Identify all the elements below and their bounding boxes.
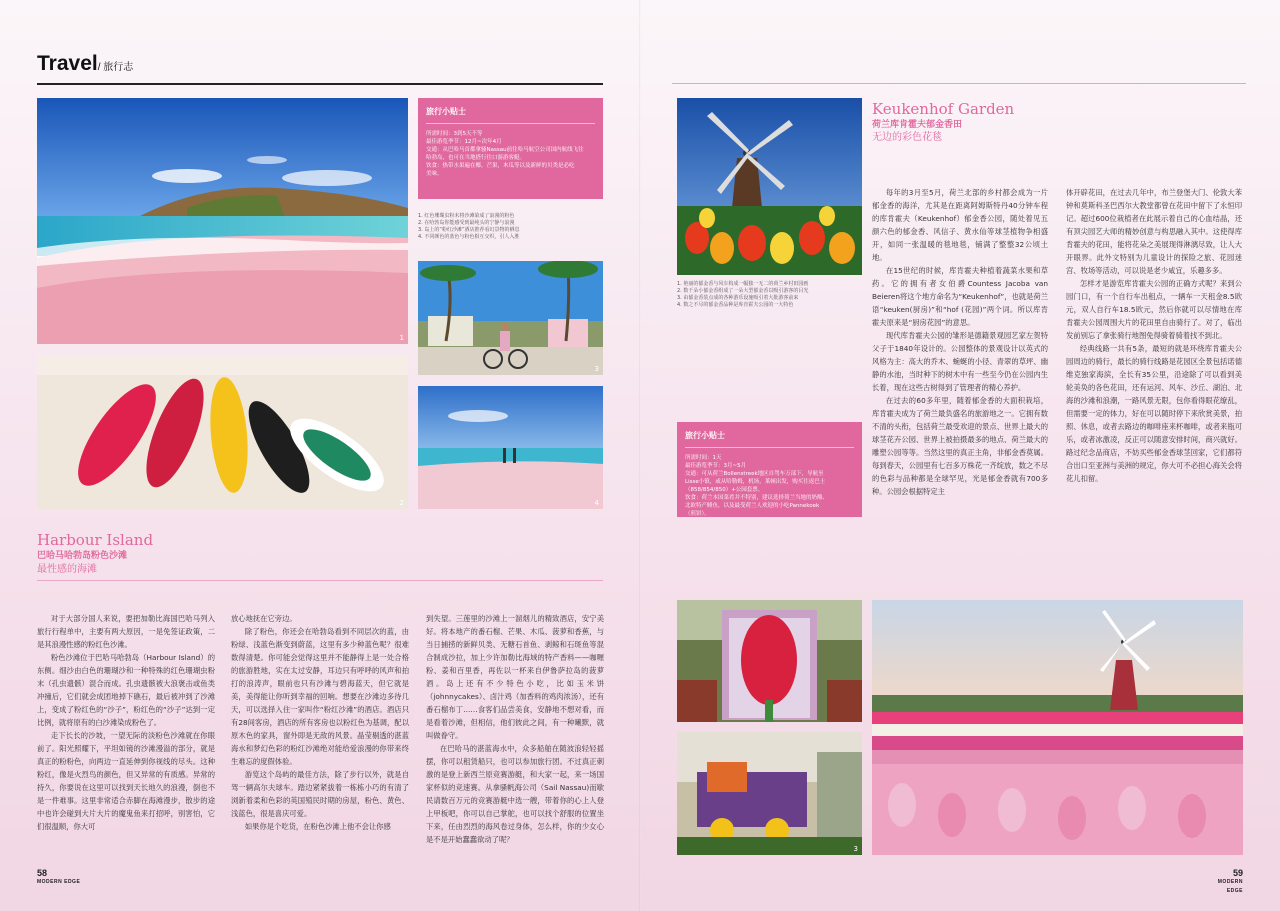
keukenhof-title-cn: 荷兰库肯霍夫郁金香田 [872, 120, 963, 130]
paragraph: 在过去的60多年里，随着郁金香的大面积栽培，库肯霍夫成为了荷兰最负盛名的旅游地之一。它拥有数不清的头衔，包括荷兰最受欢迎的景点、世界上最大的球茎花卉公园、世界上被拍摄最多的地点、荷兰最大的雕塑公园等等。当然这里的真正主角，非郁金香莫属。每到春天，公园里有七百多万株花一齐绽放，数之不尽的色彩与品种都是全球罕见，光是郁金香就有700多种。公园会根据特定主 [872, 396, 1048, 496]
cyclists-photo [418, 261, 603, 375]
harbour-subtitle: 最性感的海滩 [37, 564, 97, 575]
article-column [872, 186, 1048, 498]
flower-train-photo [677, 732, 862, 855]
photo-number: 1 [399, 334, 404, 342]
pink-beach-photo [37, 98, 408, 344]
tulip-sculpture-photo [677, 600, 862, 722]
section-subtitle: / 旅行志 [97, 62, 134, 73]
keukenhof-title-en: Keukenhof Garden [872, 100, 1015, 118]
tips-line: 所需时间：3到5天不等 [426, 131, 483, 137]
tips-line: 美味。 [426, 171, 443, 177]
travel-tips-box [418, 98, 603, 199]
photo-number: 4 [594, 499, 599, 507]
section-header [37, 52, 133, 76]
tips-line: 饮食：荷兰本国菜肴并不特别，建议选择荷兰当地的奶酪、 [685, 495, 829, 501]
photo-captions [418, 213, 603, 241]
keukenhof-subtitle: 无边的彩色花毯 [872, 132, 942, 143]
tulip-field-windmill-photo [872, 600, 1243, 855]
caption-item: 4. 数之不尽的郁金香品种是库肯霍夫公园的一大特色 [677, 302, 794, 308]
page-number: 58 [37, 868, 48, 878]
paragraph: 怎样才是游览库肯霍夫公园的正确方式呢？来到公园门口，有一个自行车出租点，一辆车一天租金8.5欧元，双人自行车18.5欧元，然后你就可以尽情地在库肯霍夫公园周围大片的花田里自由骑行了。对了，临出发前别忘了拿张骑行地图免得骑着骑着找不到北。 [1066, 279, 1242, 340]
couple-beach-photo [418, 386, 603, 509]
kayaks-photo [37, 355, 408, 509]
tips-line: 所需时间：1天 [685, 455, 722, 461]
section-title: Travel [37, 52, 98, 75]
photo-number: 3 [853, 845, 858, 853]
header-rule [37, 83, 603, 85]
harbour-title-en: Harbour Island [37, 531, 154, 549]
harbour-rule [37, 580, 603, 581]
tips-divider [685, 447, 854, 448]
folio-left [37, 869, 80, 887]
tips-line: Lisse小镇，或从哈勒姆，机场，莱顿出发，购买往返巴士 [685, 479, 826, 485]
brand-name: MODERN EDGE [1217, 879, 1243, 894]
paragraph: 走下长长的沙坡，一望无际的淡粉色沙滩就在你眼前了。阳光照耀下，平坦如镜的沙滩漫溢的部分，就是真正的粉粉色，向两边一直延伸到你视线的尽头。这种粉红，像是火烈鸟的颜色，但又异常的有质感。异常的持久，你要说在这里可以找到天长地久的浪漫，倒也不是一件难事。这里非常适合赤脚在海滩漫步，散步的途中也许会碰到大片大片的魔鬼鱼来打招呼，别害怕，它们很温顺，你大可 [37, 731, 215, 831]
paragraph: 放心地抚在它旁边。 [231, 614, 297, 623]
windmill-tulips-photo [677, 98, 862, 275]
caption-item: 3. 由郁金香装点成的各种游乐设施吸引着大批游客前来 [677, 295, 799, 301]
photo-number: 3 [594, 365, 599, 373]
photo-number: 2 [399, 499, 404, 507]
paragraph: 除了粉色，你还会在哈勃岛看到不同层次的蓝，由粉绿、浅蓝色渐变到蔚蓝，这里有多少种蓝色呢？很难数得清楚。你可能会觉得这里并不能静得上是一处合格的旅游胜地，实在太过安静，耳边只有呼呼的风声和拍打的浪涛声，眼前也只有沙滩与碧海蓝天，但它就是美，美得能让你听到幸福的回响。想要在沙滩边多待几天，可以选择入住一家叫作“粉红沙滩”的酒店。酒店只有28间客房，酒店的所有客房也以粉红色为基调，配以原木色的家具，窗外即是无敌的风景。晶莹剔透的湛蓝海水和梦幻色彩的粉红沙滩绝对能给爱浪漫的你带来终生难忘的度假体验。 [231, 627, 409, 766]
tips-line: （煎饼）。 [685, 511, 710, 517]
header-rule-right [672, 83, 1246, 84]
article-column [231, 612, 409, 833]
harbour-title-cn: 巴哈马哈勃岛粉色沙滩 [37, 551, 128, 561]
spread-gutter [639, 0, 641, 911]
caption-item: 2. 在哈勃岛你能感受到最纯头的宁静与浪漫 [418, 220, 515, 226]
tips-divider [426, 123, 595, 124]
caption-item: 1. 红色珊瑚虫粉末将沙滩染成了浪漫的粉色 [418, 213, 515, 219]
tips-title: 旅行小贴士 [426, 107, 466, 116]
page-number: 59 [1232, 868, 1243, 878]
caption-item: 1. 艳丽的郁金香与风车构成一幅独一无二的荷兰乡村田园画 [677, 281, 809, 287]
paragraph: 在15世纪的时候，库肯霍夫种植着蔬菜水果和草药。它的拥有者女伯爵Countess Jacoba van Beieren将这个地方命名为“Keukenhof”，也就是荷兰语“keuken(厨房)”和“hof (花园)”两个词。所以库肯霍夫原来是“厨房花园”的意思。 [872, 266, 1048, 327]
brand-name: MODERN EDGE [37, 879, 81, 885]
tips-line: 交通：从巴哈马首都拿骚Nassau前往哈马航空公司国内航线飞往 [426, 147, 584, 153]
folio-right [1200, 869, 1243, 896]
tips-line: 饮食：热带水果遍在椰，芒果，木瓜等以及新鲜的贝类是必吃 [426, 163, 575, 169]
paragraph: 体开辟花田，在过去几年中，布兰登堡大门、伦敦大苯钟和莫斯科圣巴西尔大教堂都曾在花田中留下了永恒印记。超过600位栽植者在此展示着自己的心血结晶，还有顶尖园艺大师的精妙创意与构思融入其中。这使得库肯霍夫的花田，能将花朵之美展现得淋漓尽致，让人大开眼界。此外文特别为儿童设计的探险之旅、花园迷宫、牧场等活动，可以说是老少咸宜，乐趣多多。 [1066, 188, 1242, 275]
tips-line: 北欧特产鲱鱼，以及最受荷兰人欢迎的小吃Pannekoek [685, 503, 820, 509]
article-column [37, 612, 215, 833]
article-column [1066, 186, 1242, 485]
caption-item: 2. 数千朵小郁金香组成了一朵大型郁金香以吸引游客的目光 [677, 288, 809, 294]
tips-line: （858/854/850）+公园套票。 [685, 487, 764, 493]
paragraph: 每年的3月至5月，荷兰北部的乡村都会成为一片郁金香的海洋，尤其是在距离阿姆斯特丹40分钟车程的库肯霍夫（Keukenhof）郁金香公园，随处着见五颜六色的郁金香、风信子、黄水仙等球茎植物争相盛开，如同一张温暖的毯地毯，铺满了整整32公顷土地。 [872, 188, 1048, 262]
paragraph: 游览这个岛屿的最佳方法，除了步行以外，就是自驾一辆高尔夫球车。踏边紧紧拔着一栋栋小巧的有清了浏新着柔和色彩的英国殖民时期的房屋，粉色、黄色、浅蓝色，很是喜庆可爱。 [231, 770, 409, 818]
paragraph: 如果你是个吃货，在粉色沙滩上他不会让你感 [244, 822, 391, 831]
tips-line: 交通：可从荷兰Bollenstreek地区自驾车万部下，导航至 [685, 471, 824, 477]
tips-title: 旅行小贴士 [685, 431, 725, 440]
caption-item: 3. 岛上的“粉红沙滩”酒店推荐看幻景物的栖息 [418, 227, 520, 233]
caption-item: 4. 不同颜色的蓝色与粉色相互交织，引人入胜 [418, 234, 520, 240]
paragraph: 在巴哈马的湛蓝海水中，众多船舶在随波浪轻轻摇摆，你可以租赁船只，也可以参加旅行团。不过真正刺激的是登上新西兰原竞赛游艇，和大家一起，来一场国家杯似的竞速赛。从拿骚帆海公司（Sail Nassau)而歇民请数百万元的竞赛游艇中选一艘，带着你的心上人登上甲板吧，你可以自己掌舵，也可以找个舒服的位置坐下来，任由烈烈的海风卷过身体，怎么样，你的少女心是不是开始蠢蠢欲动了呢？ [426, 744, 604, 844]
paragraph: 经典线路一共有5条，最短的就是环绕库肯霍夫公园周边的骑行，最长的骑行线路是花园区全景包括诺德维克独家海滨，全长有35公里，沿途除了可以看到美轮美奂的各色花田，还有运河、风车、沙丘、湖泊、北海的沙滩和浪潮，一路风景无限，包你看得眼花缭乱，但需要一定的体力，好在可以随时停下来欣赏美景，拍照、休息，或者去路边的咖啡座来杯咖啡，或者来瓶可乐，或者冰激凌，反正可以随意安排时间，商兴就好。路过纪念品商店，不妨买些郁金香球茎回家，它们都符合出口至亚洲与美洲的规定，你大可不必担心海关会将花儿扣留。 [1066, 344, 1242, 483]
paragraph: 到失望。三莲里的沙滩上一溜烟儿的精致酒店，安宁美好。将本地产的番石榴、芒果、木瓜、菠萝和香蕉，与当日捕捞的新鲜贝类、无糖石首鱼、剥鲸和石斑鱼等混合制成沙拉，加上少许加勒比海域的特产香料——咖喱粉、姜和百里香，再佐以一杯来自伊鲁萨拉岛的菠萝酒。岛上还有不少特色小吃，比如玉米饼（johnnycakes）、卤汁鸡（加香料的鸡肉浓汤），还有番石榴布丁……食客们品尝美食，安静地不想对看，而是看着沙滩，但相信，他们彼此之间，有一种曦默，就叫做眷守。 [426, 614, 604, 740]
article-column [426, 612, 604, 846]
tips-line: 哈勃岛，也可在当地搭行往口游游客艇。 [426, 155, 526, 161]
travel-tips-box [677, 422, 862, 517]
tips-line: 最佳游览季节：3月~5月 [685, 463, 747, 469]
paragraph: 粉色沙滩位于巴哈马哈勃岛（Harbour Island）的东侧。细沙由白色的珊瑚沙和一种特殊的红色珊瑚虫粉末（孔虫遗骸）混合而成。孔虫遗骸被大浪褒击或鱼类冲撞后，它们就会成团地掉下礁石，最后被冲到了沙滩上，变成了粉红色的“沙子”，粉红色的“沙子”达到一定比例，就将原有的白沙滩染成粉色了。 [37, 653, 215, 727]
photo-captions [677, 281, 862, 309]
tips-line: 最佳游览季节：12月~次年4月 [426, 139, 502, 145]
paragraph: 对于大部分国人来说，要把加勒比海国巴哈马列入旅行行程单中，主要有两大原因，一是免签证政策，二是其浪漫性感的粉红色沙滩。 [37, 614, 215, 649]
paragraph: 现代库肯霍夫公园的雏形是德籍景观园艺家左贺特父子于1840年设计的。公园整体的景观设计以英式的风格为主：高大的乔木、蜿蜒的小径、青翠的草坪、幽静的水池，当时种下的树木中有一些至今仍在公园内生长着，现在这些古树得到了管理者的精心养护。 [872, 331, 1048, 392]
